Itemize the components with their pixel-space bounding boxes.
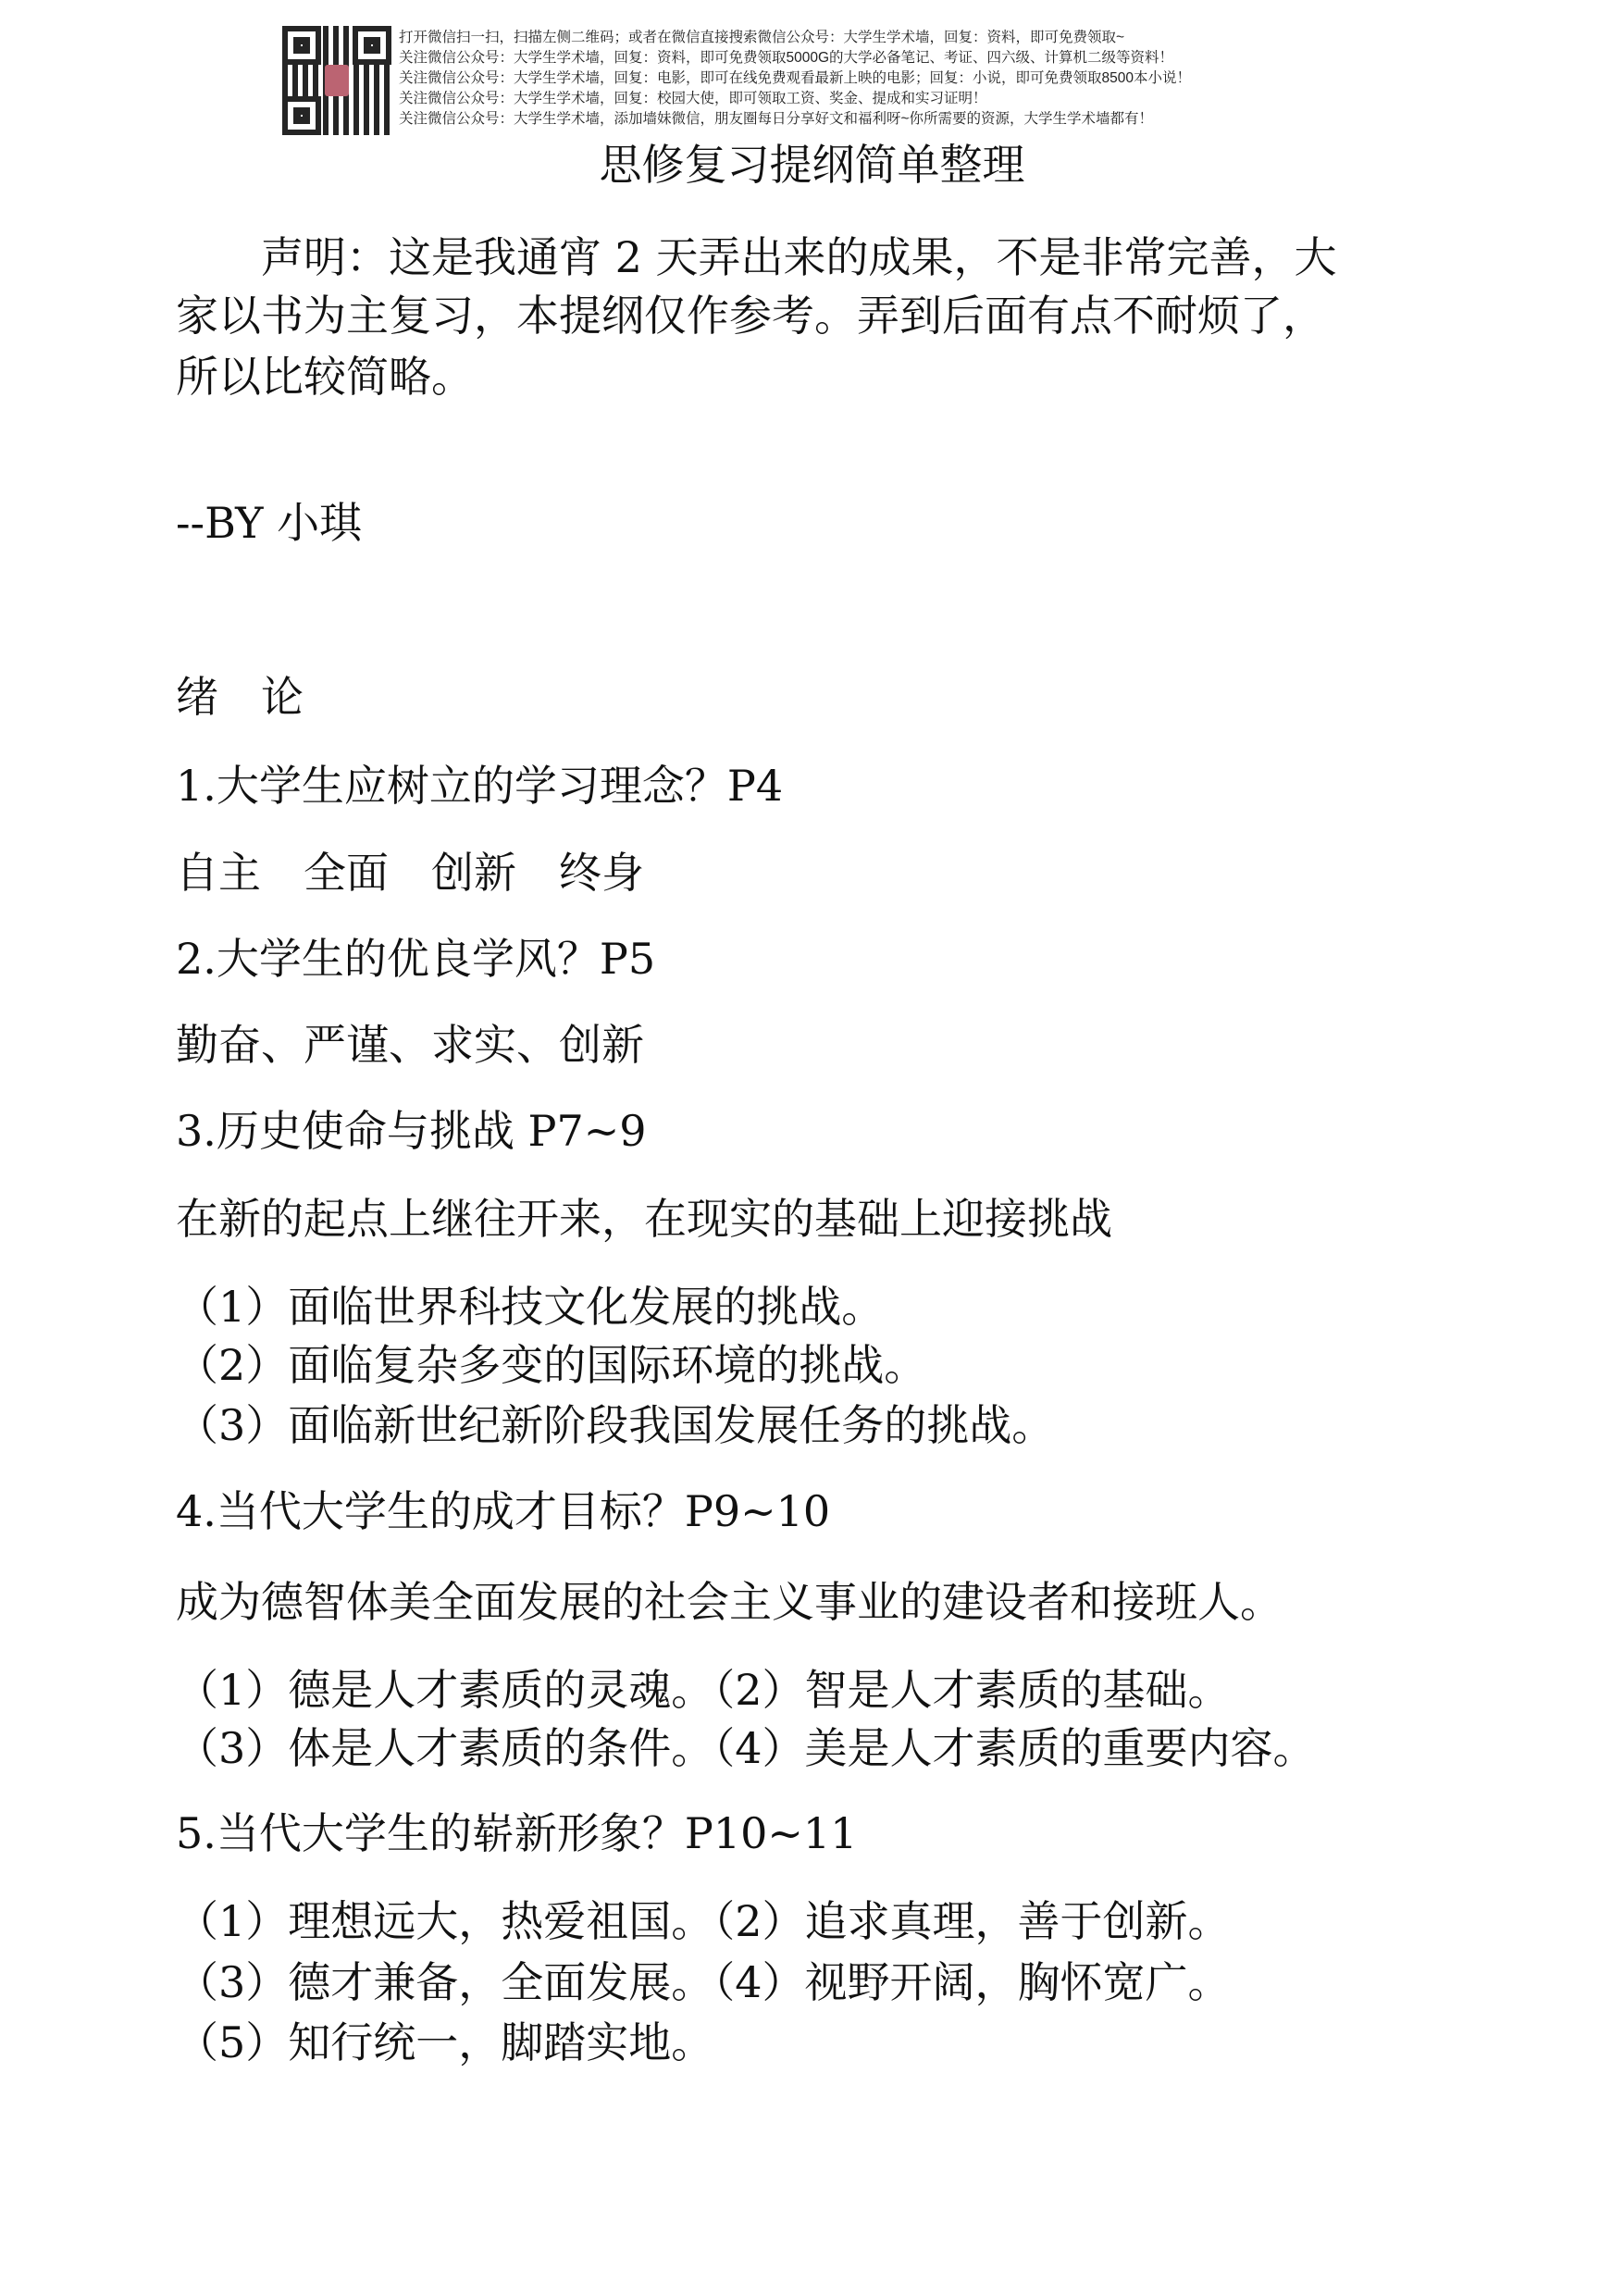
promo-line: 打开微信扫一扫，扫描左侧二维码；或者在微信直接搜索微信公众号：大学生学术墙，回复：资料，即可免费领取~ — [399, 30, 1125, 45]
text-line: 自主 全面 创新 终身 — [176, 848, 644, 898]
promo-line: 关注微信公众号：大学生学术墙，回复：资料，即可免费领取5000G的大学必备笔记、考证、四六级、计算机二级等资料！ — [399, 50, 1174, 66]
section-heading: 绪 论 — [176, 672, 304, 722]
text-line: 在新的起点上继往开来，在现实的基础上迎接挑战 — [176, 1194, 1112, 1244]
text-line: 成为德智体美全面发展的社会主义事业的建设者和接班人。 — [176, 1577, 1283, 1627]
text-line: 勤奋、严谨、求实、创新 — [176, 1020, 644, 1070]
text-line: （3）体是人才素质的条件。（4）美是人才素质的重要内容。 — [176, 1723, 1316, 1773]
text-line: 4.当代大学生的成才目标？P9~10 — [176, 1486, 831, 1536]
text-line: （1）德是人才素质的灵魂。（2）智是人才素质的基础。 — [176, 1665, 1231, 1715]
text-line: 5.当代大学生的崭新形象？P10~11 — [176, 1808, 858, 1858]
text-line: （1）理想远大，热爱祖国。（2）追求真理，善于创新。 — [176, 1896, 1231, 1946]
document-title: 思修复习提纲简单整理 — [599, 140, 1025, 190]
text-line: （3）德才兼备，全面发展。（4）视野开阔，胸怀宽广。 — [176, 1957, 1231, 2007]
promo-line: 关注微信公众号：大学生学术墙，添加墙妹微信，朋友圈每日分享好文和福利呀~你所需要的资源，大学生学术墙都有！ — [399, 111, 1154, 127]
text-line: 声明：这是我通宵 2 天弄出来的成果，不是非常完善，大 — [176, 232, 1337, 282]
text-line: 1.大学生应树立的学习理念？P4 — [176, 761, 784, 811]
text-line: （1）面临世界科技文化发展的挑战。 — [176, 1282, 885, 1332]
text-line: 家以书为主复习，本提纲仅作参考。弄到后面有点不耐烦了， — [176, 291, 1325, 341]
qr-logo — [325, 65, 349, 96]
text-line: （3）面临新世纪新阶段我国发展任务的挑战。 — [176, 1400, 1055, 1450]
text-line: 所以比较简略。 — [176, 352, 474, 402]
text-line: 3.历史使命与挑战 P7~9 — [176, 1106, 647, 1156]
text-line: 2.大学生的优良学风？P5 — [176, 934, 656, 984]
promo-line: 关注微信公众号：大学生学术墙，回复：电影，即可在线免费观看最新上映的电影；回复：小说，即可免费领取8500本小说！ — [399, 70, 1191, 86]
promo-line: 关注微信公众号：大学生学术墙，回复：校园大使，即可领取工资、奖金、提成和实习证明！ — [399, 91, 987, 106]
qr-code-icon[interactable] — [282, 26, 391, 135]
promo-header — [282, 26, 1263, 135]
text-line: （2）面临复杂多变的国际环境的挑战。 — [176, 1340, 927, 1390]
text-line: --BY 小琪 — [176, 498, 363, 548]
text-line: （5）知行统一，脚踏实地。 — [176, 2017, 714, 2067]
